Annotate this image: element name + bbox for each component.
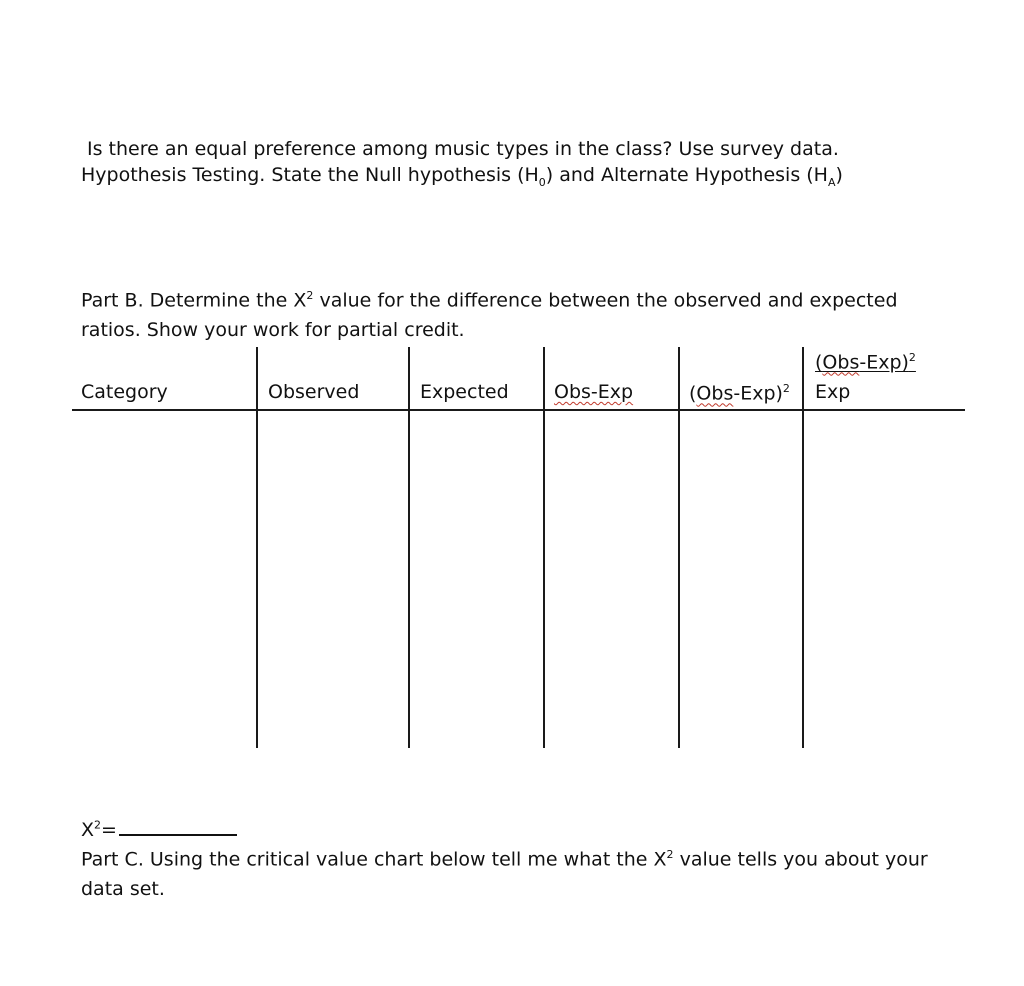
table-divider-1 [256, 347, 258, 748]
header-obs-exp-squared: $(Obs-Exp)^2$ [689, 382, 790, 405]
header-observed: Observed [268, 381, 360, 403]
table-header-rule [72, 409, 965, 411]
chi-square-answer: $X^2=$ [81, 818, 237, 840]
header-ratio-denominator: Exp [815, 381, 851, 403]
table-divider-4 [678, 347, 680, 748]
table-divider-2 [408, 347, 410, 748]
header-ratio-numerator: $(Obs-Exp)^2$ [815, 351, 916, 374]
header-obs-exp: Obs-Exp [554, 381, 634, 403]
part-c-line-2: data set. [81, 878, 165, 900]
chi-square-blank[interactable] [119, 818, 237, 836]
header-category: Category [81, 381, 168, 403]
question-line-1: Is there an equal preference among music types in the class? Use survey data. [87, 138, 839, 160]
question-line-2: Hypothesis Testing. State the Null hypothesis $(H_0)$ and Alternate Hypothesis $(H_A)$ [81, 164, 843, 189]
part-b-line-2: ratios. Show your work for partial credit. [81, 319, 465, 341]
table-divider-5 [802, 347, 804, 748]
part-c-line-1: Part C. Using the critical value chart below tell me what the $X^2$ value tells you about your [81, 848, 928, 871]
table-divider-3 [543, 347, 545, 748]
header-expected: Expected [420, 381, 509, 403]
part-b-line-1: Part B. Determine the $X^2$ value for the difference between the observed and expected [81, 289, 898, 312]
